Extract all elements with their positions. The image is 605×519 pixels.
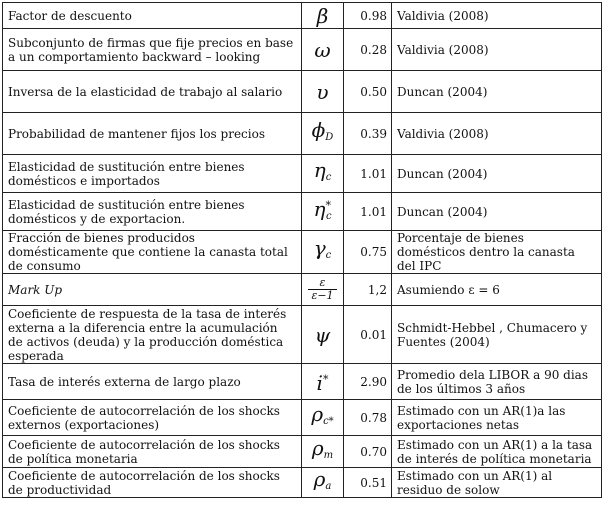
- param-symbol: $\rho_a$: [302, 468, 344, 498]
- param-value: 0.39: [344, 113, 392, 155]
- param-value: 0.75: [344, 231, 392, 274]
- table-row: [3, 468, 602, 498]
- param-description: Fracción de bienes producidos domésticamente que contiene la canasta total de consumo: [3, 231, 302, 274]
- param-symbol: $\phi_D$: [302, 113, 344, 155]
- param-symbol: i*: [302, 364, 344, 400]
- param-description: Mark Up: [3, 274, 302, 306]
- param-source: Porcentaje de bienes domésticos dentro la canasta del IPC: [392, 231, 602, 274]
- param-value: 1.01: [344, 155, 392, 193]
- param-source: Asumiendo ε = 6: [392, 274, 602, 306]
- param-description: Inversa de la elasticidad de trabajo al salario: [3, 71, 302, 113]
- table-row: [3, 364, 602, 400]
- param-value: 0.01: [344, 306, 392, 364]
- param-description: Factor de descuento: [3, 3, 302, 29]
- table-row: [3, 29, 602, 71]
- param-description: Coeficiente de autocorrelación de los shocks de productividad: [3, 468, 302, 498]
- mark-up-fraction: $\frac{\varepsilon}{\varepsilon-1}$: [308, 277, 336, 302]
- param-value: 0.51: [344, 468, 392, 498]
- param-description: Elasticidad de sustitución entre bienes domésticos e importados: [3, 155, 302, 193]
- param-value: 0.28: [344, 29, 392, 71]
- param-symbol: $\rho_m$: [302, 436, 344, 468]
- param-description: Coeficiente de autocorrelación de los shocks de política monetaria: [3, 436, 302, 468]
- param-value: 0.78: [344, 400, 392, 436]
- param-symbol: ω: [302, 29, 344, 71]
- param-source: Schmidt-Hebbel , Chumacero y Fuentes (2004): [392, 306, 602, 364]
- param-symbol: $\eta^*_c$: [302, 193, 344, 231]
- param-description: Probabilidad de mantener fijos los precios: [3, 113, 302, 155]
- table-row: [3, 306, 602, 364]
- param-source: Valdivia (2008): [392, 3, 602, 29]
- param-source: Promedio dela LIBOR a 90 dias de los últimos 3 años: [392, 364, 602, 400]
- param-source: Estimado con un AR(1) a la tasa de interés de política monetaria: [392, 436, 602, 468]
- param-source: Estimado con un AR(1) al residuo de solow: [392, 468, 602, 498]
- param-source: Valdivia (2008): [392, 29, 602, 71]
- param-symbol: $\rho_{c*}$: [302, 400, 344, 436]
- param-symbol: $\gamma_c$: [302, 231, 344, 274]
- param-value: 1.01: [344, 193, 392, 231]
- table-row: [3, 436, 602, 468]
- param-description: Coeficiente de autocorrelación de los shocks externos (exportaciones): [3, 400, 302, 436]
- table-row: [3, 231, 602, 274]
- param-value: 1,2: [344, 274, 392, 306]
- param-description: Coeficiente de respuesta de la tasa de interés externa a la diferencia entre la acumulación de activos (deuda) y la producción doméstica esperada: [3, 306, 302, 364]
- param-source: Valdivia (2008): [392, 113, 602, 155]
- param-source: Duncan (2004): [392, 193, 602, 231]
- param-symbol: υ: [302, 71, 344, 113]
- table-row: [3, 155, 602, 193]
- param-description: Subconjunto de firmas que fije precios en base a un comportamiento backward – looking: [3, 29, 302, 71]
- parameters-table: [2, 2, 602, 498]
- param-value: 0.50: [344, 71, 392, 113]
- param-description: Elasticidad de sustitución entre bienes domésticos y de exportacion.: [3, 193, 302, 231]
- param-symbol: $\eta_c$: [302, 155, 344, 193]
- table-row: [3, 193, 602, 231]
- param-value: 2.90: [344, 364, 392, 400]
- table-row: [3, 113, 602, 155]
- param-source: Duncan (2004): [392, 155, 602, 193]
- param-symbol: [302, 274, 344, 306]
- table-row: [3, 3, 602, 29]
- param-description: Tasa de interés externa de largo plazo: [3, 364, 302, 400]
- param-value: 0.70: [344, 436, 392, 468]
- param-symbol: ψ: [302, 306, 344, 364]
- table-row: [3, 71, 602, 113]
- param-symbol: β: [302, 3, 344, 29]
- param-value: 0.98: [344, 3, 392, 29]
- param-source: Duncan (2004): [392, 71, 602, 113]
- table-row: [3, 400, 602, 436]
- table-row: [3, 274, 602, 306]
- param-source: Estimado con un AR(1)a las exportaciones netas: [392, 400, 602, 436]
